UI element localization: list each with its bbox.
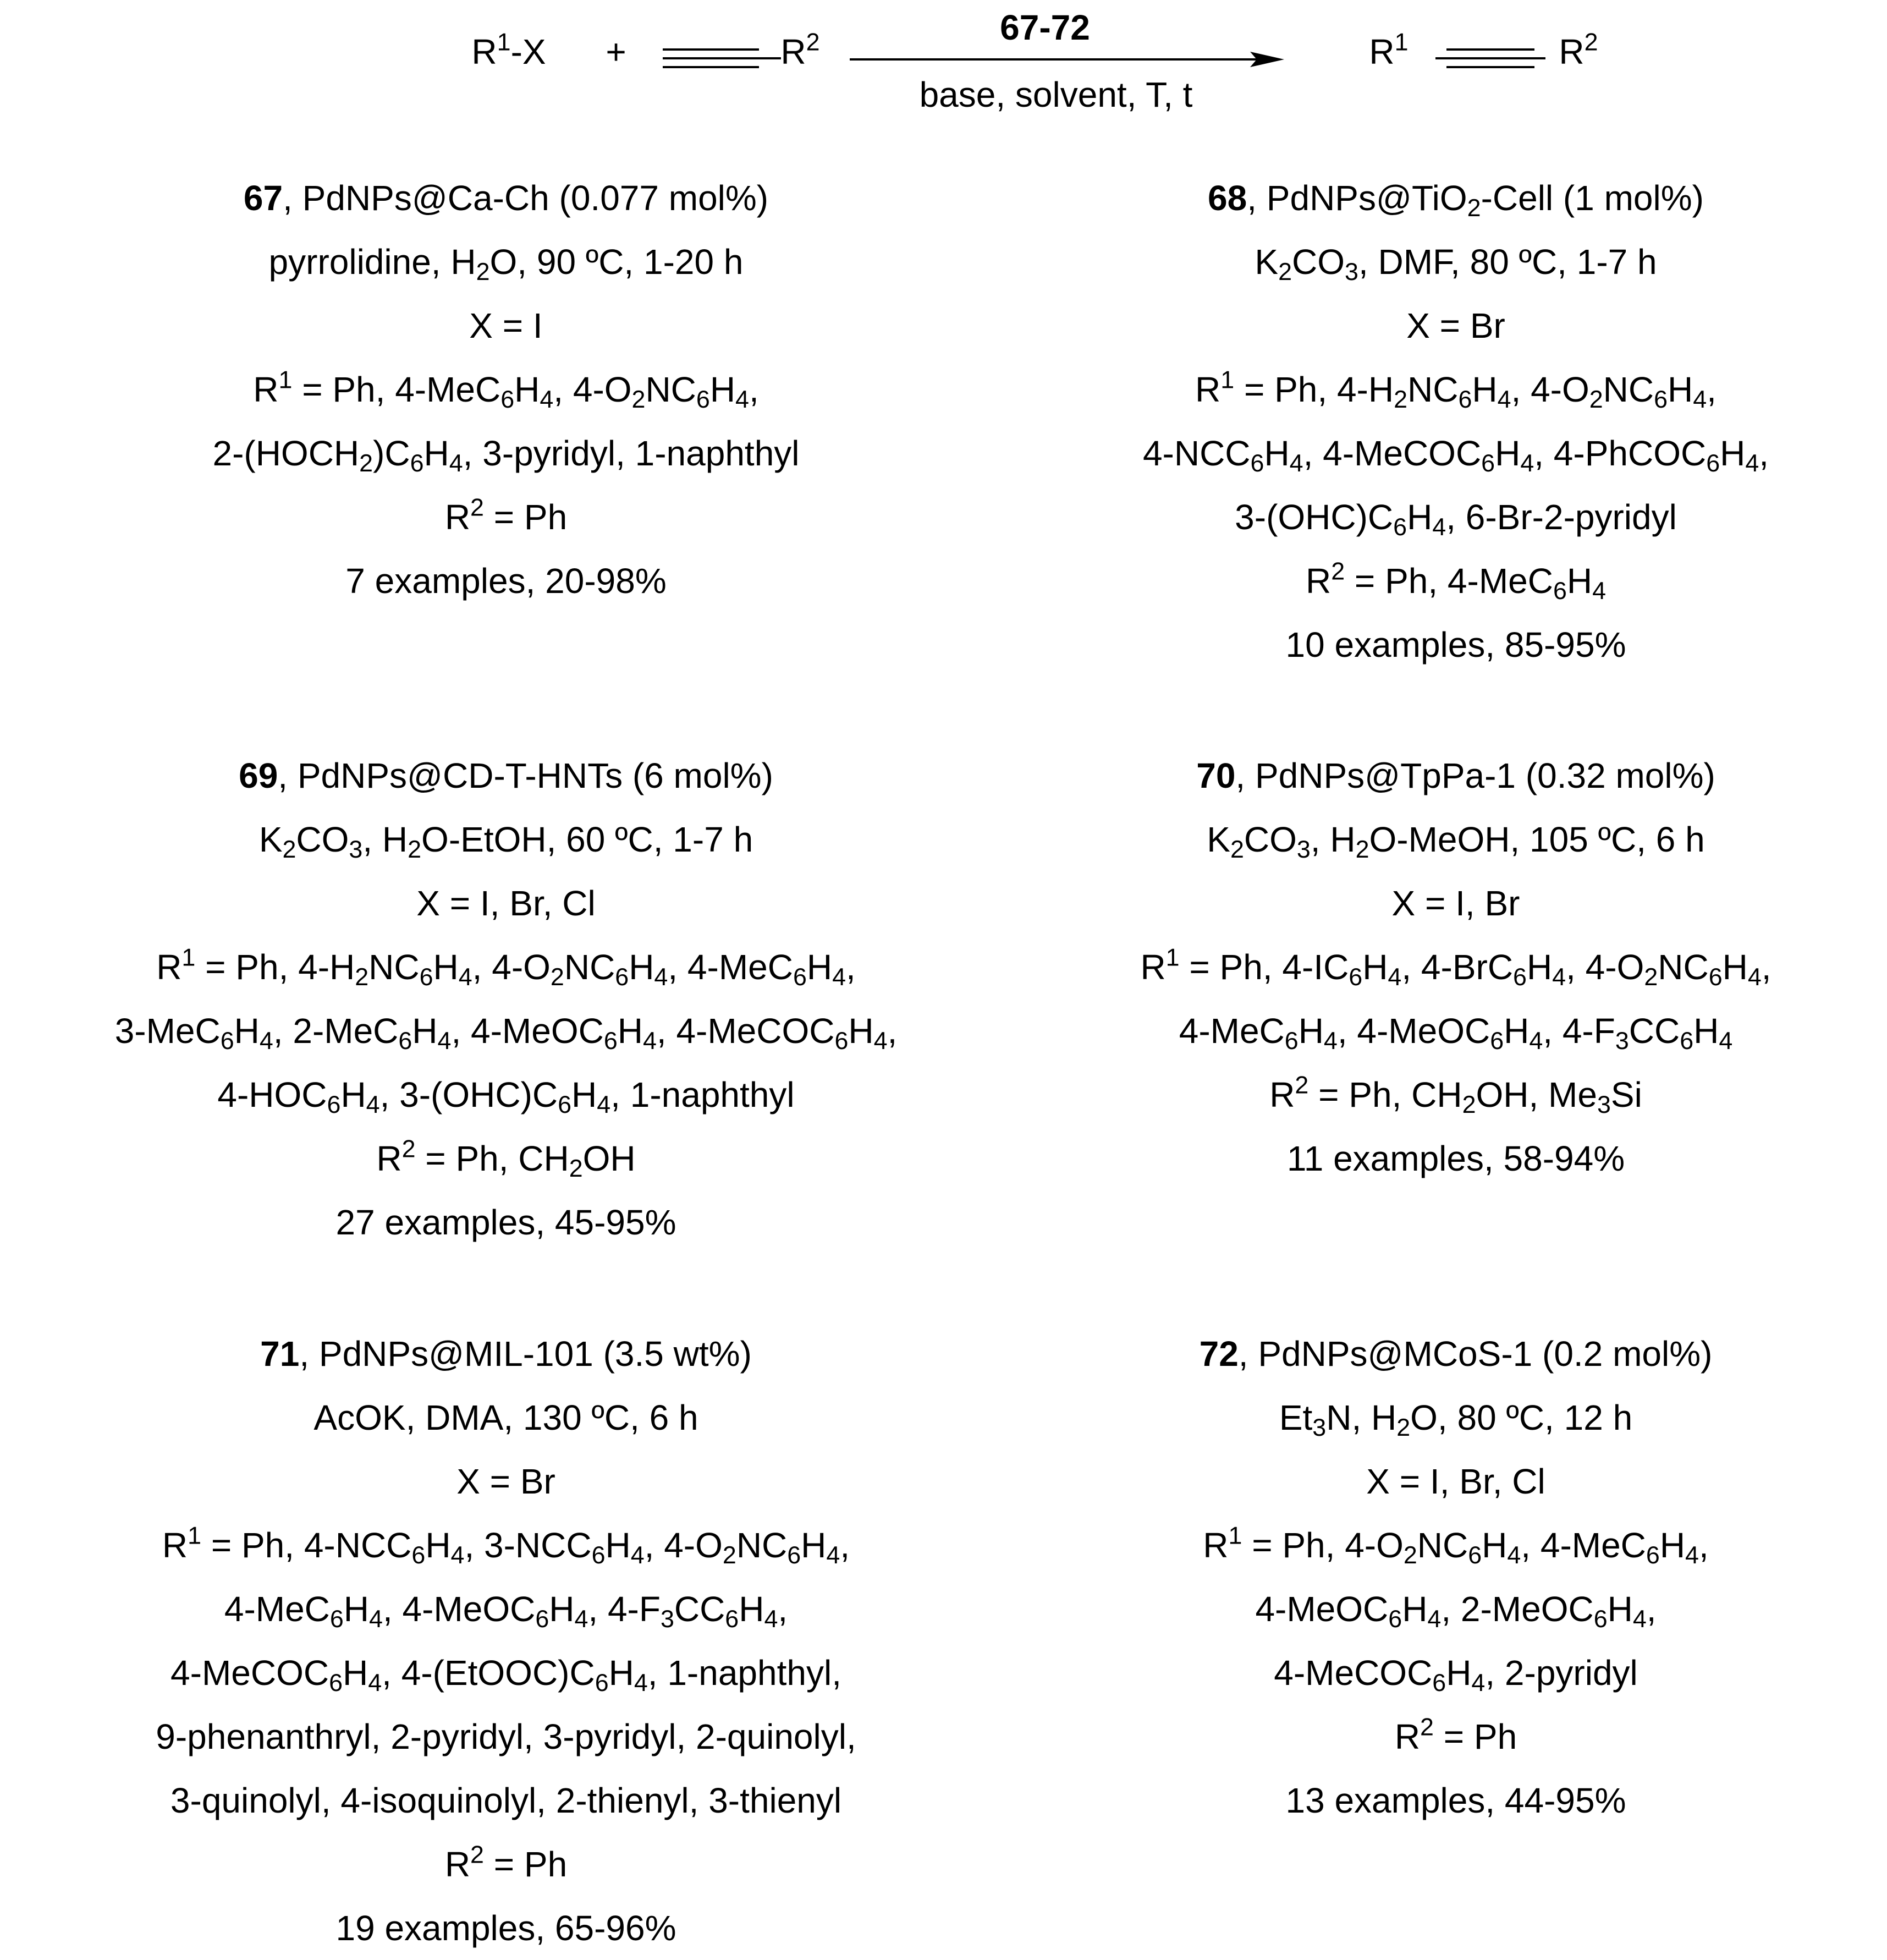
examples-yield-line: 10 examples, 85-95% xyxy=(1285,625,1626,665)
alkyne-triple-bond-product xyxy=(1435,48,1545,70)
reactant-alkyne-substituent: $R^2$ xyxy=(780,28,820,72)
catalyst-block-68 xyxy=(972,166,1887,677)
reaction-conditions-line: AcOK, DMA, 130 ºC, 6 h xyxy=(313,1398,698,1437)
catalyst-range-label: 67-72 xyxy=(1000,8,1090,47)
halide-line: X = Br xyxy=(456,1462,555,1501)
r2-substituents-line: $R^2 = Ph$ xyxy=(1394,1713,1517,1756)
catalyst-title xyxy=(972,166,1887,230)
reaction-conditions-line: pyrrolidine, $H_2O$, 90 ºC, 1-20 h xyxy=(268,242,744,286)
catalyst-name: , PdNPs@MIL-101 (3.5 wt%) xyxy=(299,1334,752,1374)
r1-substituents-line: $3-MeC_6H_4$, $2-MeC_6H_4$, $4-MeOC_6H_4$, $4-MeCOC_6H_4$, xyxy=(114,1011,898,1055)
catalyst-title xyxy=(22,1322,990,1386)
catalyst-block-70 xyxy=(972,744,1887,1190)
plus-sign: + xyxy=(606,32,626,72)
catalyst-name: , PdNPs@TiO$_2$-Cell (1 mol%) xyxy=(1247,178,1704,222)
halide-line: X = I, Br, Cl xyxy=(1366,1462,1545,1501)
r1-substituents-line: $3-(OHC)C_6H_4$, 6-Br-2-pyridyl xyxy=(1235,497,1677,541)
r1-substituents-line: $2-(HOCH_2)C_6H_4$, 3-pyridyl, 1-naphthyl xyxy=(212,433,800,477)
catalyst-number: 67 xyxy=(243,178,283,218)
r1-substituents-line: 9-phenanthryl, 2-pyridyl, 3-pyridyl, 2-quinolyl, xyxy=(156,1717,856,1756)
catalyst-title xyxy=(972,744,1887,808)
reactant-aryl-halide: $R^1-X$ xyxy=(471,28,546,72)
catalyst-name: , PdNPs@CD-T-HNTs (6 mol%) xyxy=(278,756,773,795)
halide-line: X = I, Br, Cl xyxy=(416,883,596,923)
r1-substituents-line: $4-MeC_6H_4$, $4-MeOC_6H_4$, $4-F_3CC_6H_4$ xyxy=(1179,1011,1733,1055)
reaction-arrow xyxy=(850,51,1284,68)
reaction-conditions-line: $K_2CO_3$, $H_2O$-EtOH, 60 ºC, 1-7 h xyxy=(258,820,753,864)
catalyst-block-69 xyxy=(22,744,990,1254)
reaction-conditions-line: $Et_3N$, $H_2O$, 80 ºC, 12 h xyxy=(1279,1398,1633,1442)
r2-substituents-line: $R^2 = Ph$, $4-MeC_6H_4$ xyxy=(1305,557,1606,605)
alkyne-triple-bond-reactant xyxy=(663,48,759,70)
r2-substituents-line: $R^2 = Ph$, $CH_2OH$, $Me_3Si$ xyxy=(1269,1071,1642,1119)
product-r2: $R^2$ xyxy=(1559,28,1598,72)
catalyst-number: 70 xyxy=(1196,756,1236,795)
alkyne-single-bond-reactant xyxy=(759,57,781,59)
catalyst-title xyxy=(972,1322,1887,1386)
catalyst-block-72 xyxy=(972,1322,1887,1832)
r1-substituents-line: $4-MeCOC_6H_4$, 2-pyridyl xyxy=(1274,1653,1638,1697)
r1-substituents-line: $4-MeC_6H_4$, $4-MeOC_6H_4$, $4-F_3CC_6H_4$, xyxy=(224,1589,788,1633)
reaction-conditions-line: $K_2CO_3$, $H_2O$-MeOH, 105 ºC, 6 h xyxy=(1207,820,1705,864)
halide-line: X = I, Br xyxy=(1391,883,1520,923)
r1-substituents-line: 3-quinolyl, 4-isoquinolyl, 2-thienyl, 3-thienyl xyxy=(170,1781,842,1820)
r1-substituents-line: $4-HOC_6H_4$, $3-(OHC)C_6H_4$, 1-naphthyl xyxy=(217,1075,795,1119)
r1-substituents-line: $R^1 = Ph$, $4-H_2NC_6H_4$, $4-O_2NC_6H_4$, $4-MeC_6H_4$, xyxy=(156,943,856,991)
examples-yield-line: 19 examples, 65-96% xyxy=(335,1908,676,1948)
examples-yield-line: 11 examples, 58-94% xyxy=(1286,1139,1625,1178)
examples-yield-line: 27 examples, 45-95% xyxy=(335,1203,676,1242)
r1-substituents-line: $R^1 = Ph$, $4-MeC_6H_4$, $4-O_2NC_6H_4$, xyxy=(253,366,759,414)
catalyst-name: , PdNPs@TpPa-1 (0.32 mol%) xyxy=(1235,756,1715,795)
halide-line: X = Br xyxy=(1406,306,1505,345)
r1-substituents-line: $R^1 = Ph$, $4-IC_6H_4$, $4-BrC_6H_4$, $4-O_2NC_6H_4$, xyxy=(1140,943,1772,991)
product-r1: $R^1$ xyxy=(1369,28,1409,72)
catalyst-number: 69 xyxy=(239,756,278,795)
reaction-conditions-line: $K_2CO_3$, DMF, 80 ºC, 1-7 h xyxy=(1255,242,1657,286)
halide-line: X = I xyxy=(469,306,543,345)
r1-substituents-line: $R^1 = Ph$, $4-NCC_6H_4$, $3-NCC_6H_4$, $4-O_2NC_6H_4$, xyxy=(162,1522,850,1569)
catalyst-name: , PdNPs@MCoS-1 (0.2 mol%) xyxy=(1238,1334,1713,1374)
r2-substituents-line: $R^2 = Ph$, $CH_2OH$ xyxy=(376,1135,636,1183)
r1-substituents-line: $4-MeOC_6H_4$, $2-MeOC_6H_4$, xyxy=(1255,1589,1657,1633)
catalyst-name: , PdNPs@Ca-Ch (0.077 mol%) xyxy=(283,178,769,218)
reaction-scheme xyxy=(0,0,1887,143)
r1-substituents-line: $R^1 = Ph$, $4-O_2NC_6H_4$, $4-MeC_6H_4$, xyxy=(1203,1522,1709,1569)
examples-yield-line: 13 examples, 44-95% xyxy=(1285,1781,1626,1820)
r2-substituents-line: $R^2 = Ph$ xyxy=(444,493,568,537)
examples-yield-line: 7 examples, 20-98% xyxy=(345,561,667,601)
catalyst-title xyxy=(22,744,990,808)
r1-substituents-line: $4-MeCOC_6H_4$, $4-(EtOOC)C_6H_4$, 1-naphthyl, xyxy=(170,1653,841,1697)
r1-substituents-line: $R^1 = Ph$, $4-H_2NC_6H_4$, $4-O_2NC_6H_4$, xyxy=(1195,366,1717,414)
reaction-conditions: base, solvent, T, t xyxy=(919,75,1193,114)
catalyst-number: 68 xyxy=(1208,178,1247,218)
catalyst-block-71 xyxy=(22,1322,990,1960)
catalyst-block-67 xyxy=(22,166,990,613)
catalyst-number: 71 xyxy=(260,1334,300,1374)
r1-substituents-line: $4-NCC_6H_4$, $4-MeCOC_6H_4$, $4-PhCOC_6H_4$, xyxy=(1142,433,1769,477)
catalyst-title xyxy=(22,166,990,230)
r2-substituents-line: $R^2 = Ph$ xyxy=(444,1841,568,1884)
catalyst-number: 72 xyxy=(1199,1334,1239,1374)
